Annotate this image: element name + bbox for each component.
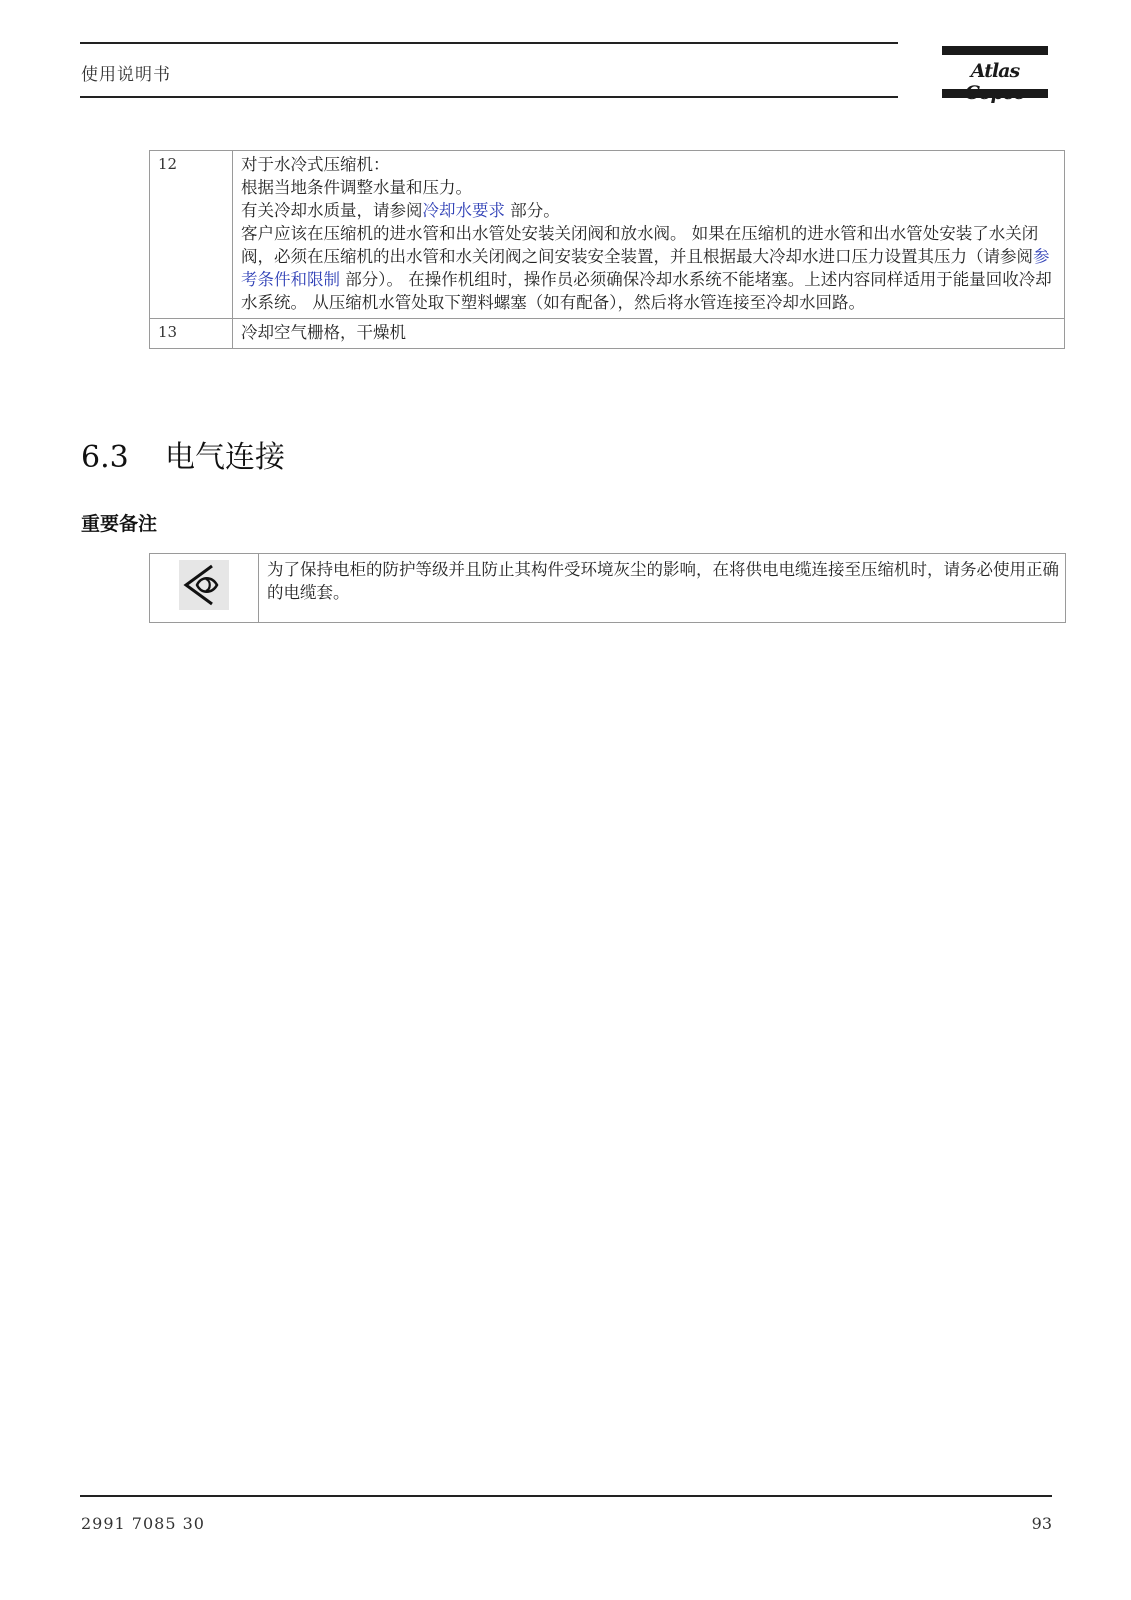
page-number: 93 [1031,1514,1052,1533]
table-row [150,319,1065,349]
section-heading [81,432,285,476]
line-text: 客户应该在压缩机的进水管和出水管处安装关闭阀和放水阀。 如果在压缩机的进水管和出水管处安装了水关闭阀，必须在压缩机的出水管和水关闭阀之间安装安全装置，并且根据最大冷却水进口压力设置其压力（请参阅 [241,224,1039,266]
note-icon-cell [150,554,259,623]
line-text: 部分）。 在操作机组时，操作员必须确保冷却水系统不能堵塞。上述内容同样适用于能量回收冷却水系统。 从压缩机水管处取下塑料螺塞（如有配备），然后将水管连接至冷却水回路。 [241,270,1052,312]
row-line [241,222,1060,314]
atlas-copco-logo [942,46,1048,100]
row-number: 13 [150,319,233,349]
table-row [150,151,1065,319]
link-reference-conditions[interactable]: 参考条件和限制 [241,247,1050,289]
row-description: 冷却空气栅格，干燥机 [233,319,1065,349]
note-text: 为了保持电柜的防护等级并且防止其构件受环境灰尘的影响，在将供电电缆连接至压缩机时，请务必使用正确的电缆套。 [259,554,1066,623]
footer-rule [80,1495,1052,1497]
section-title: 电气连接 [165,440,285,475]
logo-wordmark: Atlas [970,60,1020,82]
header-bottom-rule [80,96,898,98]
section-number: 6.3 [81,440,129,475]
header-title: 使用说明书 [81,65,171,85]
note-title: 重要备注 [81,513,158,535]
row-line: 根据当地条件调整水量和压力。 [241,178,472,197]
row-line: 对于水冷式压缩机： [241,155,390,174]
header-top-rule [80,42,898,44]
logo-top-bar [942,46,1048,55]
important-note-box [149,553,1066,623]
row-line [241,199,1060,222]
row-number: 12 [150,151,233,319]
line-text: 有关冷却水质量，请参阅 [241,201,423,220]
line-text: 部分。 [505,201,560,220]
link-cooling-water-requirements[interactable]: 冷却水要求 [422,201,505,220]
document-number: 2991 7085 30 [81,1514,205,1533]
eye-icon [179,560,229,610]
logo-bottom-bar [942,89,1048,98]
component-table [149,150,1065,349]
row-description [233,151,1065,319]
